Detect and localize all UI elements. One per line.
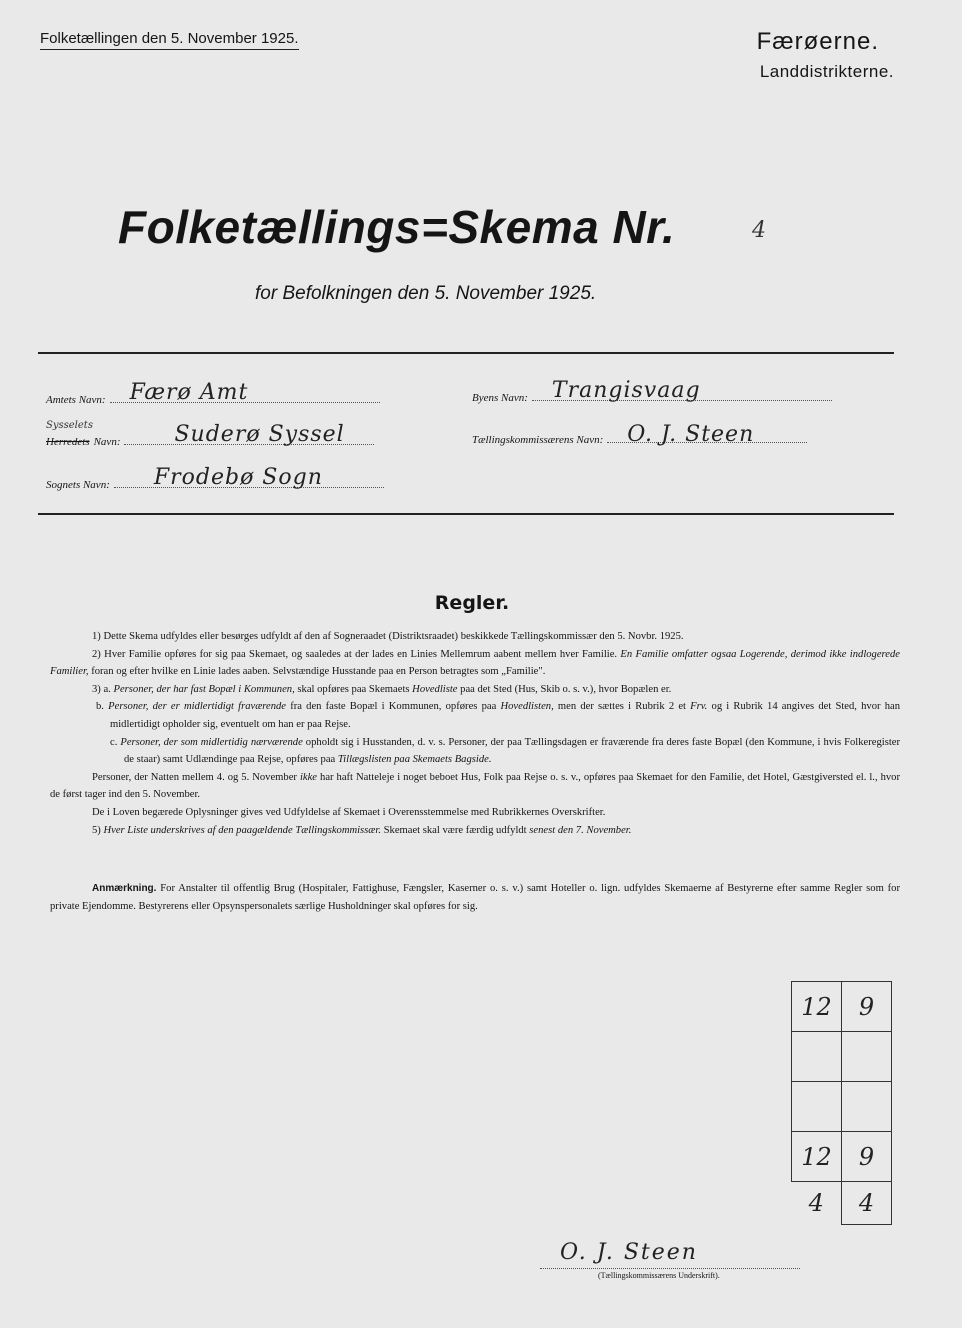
herred-label-struck: Herredets bbox=[46, 436, 90, 448]
tally-cell bbox=[842, 1032, 892, 1082]
amt-label: Amtets Navn: bbox=[46, 394, 106, 406]
divider-bottom bbox=[38, 513, 894, 515]
remark bbox=[50, 880, 900, 915]
tally-cell: 12 bbox=[792, 982, 842, 1032]
rule-3c: c. Personer, der som midlertidig nærværende opholdt sig i Husstanden, d. v. s. Personer, der paa Tællingsdagen er fraværende fra deres faste Bopæl (den Kommune, i hvis Folkeregister de staar) samt Udlændinge paa Rejse, opføres paa Tillægslisten paa Skemaets Bagside. bbox=[110, 736, 901, 766]
district-type-heading: Landdistrikterne. bbox=[759, 62, 894, 81]
form-number-handwritten: 4 bbox=[752, 218, 766, 243]
kommissaer-value: O. J. Steen bbox=[627, 422, 755, 447]
signature-caption: (Tællingskommissærens Underskrift). bbox=[598, 1271, 720, 1280]
kommissaer-label: Tællingskommissærens Navn: bbox=[472, 434, 604, 446]
tally-cell: 12 bbox=[792, 1132, 842, 1182]
form-title: Folketællings=Skema Nr. bbox=[118, 201, 676, 253]
census-date-header: Folketællingen den 5. November 1925. bbox=[40, 30, 299, 50]
rule-2: 2) Hver Familie opføres for sig paa Skemaet, og saaledes at der lades en Linies Mellemrum aabent mellem hver Familie. En Familie omfatter ogsaa Logerende, derimod ikke indlogerede Familier, foran og efter hvilke en Linie lades aaben. Selvstændige Husstande paa en Person betragtes som „Familie". bbox=[50, 648, 900, 678]
rule-3b: b. Personer, der er midlertidigt fraværende fra den faste Bopæl i Kommunen, opføres paa Hovedlisten, men der sættes i Rubrik 2 et Frv. og i Rubrik 14 angives det Sted, hvor han midlertidigt opholder sig, eventuelt om han er paa Rejse. bbox=[96, 701, 901, 730]
tally-cell: 9 bbox=[842, 1132, 892, 1182]
rule-4: Personer, der Natten mellem 4. og 5. November ikke har haft Natteleje i noget beboet Hus, Folk paa Rejse o. s. v., opføres paa Skemaet for den Familie, det Hotel, Gæstgiversted el. l., hvor de først tager ind den 5. November. bbox=[50, 771, 900, 801]
tally-cell: 9 bbox=[842, 982, 892, 1032]
rules-heading: Regler. bbox=[434, 592, 510, 614]
by-label: Byens Navn: bbox=[472, 392, 528, 404]
remark-label: Anmærkning. bbox=[92, 883, 157, 894]
divider-top bbox=[38, 352, 894, 354]
by-field bbox=[472, 378, 832, 406]
tally-cell bbox=[792, 1032, 842, 1082]
tally-cell bbox=[792, 1082, 842, 1132]
tally-cell: 4 bbox=[792, 1182, 842, 1225]
remark-text: For Anstalter til offentlig Brug (Hospitaler, Fattighuse, Fængsler, Kaserner o. s. v.) samt Hoteller o. lign. udfyldes Skemaerne af Bestyrerne efter samme Regler som for private Ejendomme. Bestyrerens eller Opsynspersonalets særlige Husholdninger skal opføres for sig. bbox=[50, 883, 900, 912]
sysel-label-handwritten: Sysselets bbox=[46, 420, 93, 431]
rule-3a: 3) a. Personer, der har fast Bopæl i Kommunen, skal opføres paa Skemaets Hovedliste paa det Sted (Hus, Skib o. s. v.), hvor Bopælen er. bbox=[92, 683, 672, 695]
signature-handwritten: O. J. Steen bbox=[560, 1240, 698, 1265]
navn-label: Navn: bbox=[93, 436, 121, 448]
tally-cell: 4 bbox=[842, 1182, 892, 1225]
amt-value: Færø Amt bbox=[129, 380, 249, 405]
tally-box bbox=[791, 981, 892, 1225]
sogn-value: Frodebø Sogn bbox=[153, 465, 323, 490]
sogn-field bbox=[46, 465, 384, 493]
rule-1: 1) Dette Skema udfyldes eller besørges udfyldt af den af Sogneraadet (Distriktsraadet) beskikkede Tællingskommissær den 5. Novbr. 1925. bbox=[92, 631, 684, 642]
tally-cell bbox=[842, 1082, 892, 1132]
rule-4b: De i Loven begærede Oplysninger gives ved Udfyldelse af Skemaet i Overensstemmelse med Rubrikkernes Overskrifter. bbox=[92, 806, 606, 818]
form-subtitle: for Befolkningen den 5. November 1925. bbox=[255, 283, 597, 304]
by-value: Trangisvaag bbox=[551, 378, 701, 403]
sogn-label: Sognets Navn: bbox=[46, 479, 110, 491]
sysel-field bbox=[46, 420, 374, 450]
rules-body bbox=[50, 628, 900, 839]
rule-5: 5) Hver Liste underskrives af den paagældende Tællingskommissær. Skemaet skal være færdig udfyldt senest den 7. November. bbox=[92, 824, 632, 836]
sysel-value: Suderø Syssel bbox=[174, 422, 345, 447]
kommissaer-field bbox=[472, 422, 807, 448]
region-heading: Færøerne. bbox=[756, 28, 879, 55]
signature-line bbox=[540, 1268, 800, 1269]
amt-field bbox=[46, 380, 380, 408]
